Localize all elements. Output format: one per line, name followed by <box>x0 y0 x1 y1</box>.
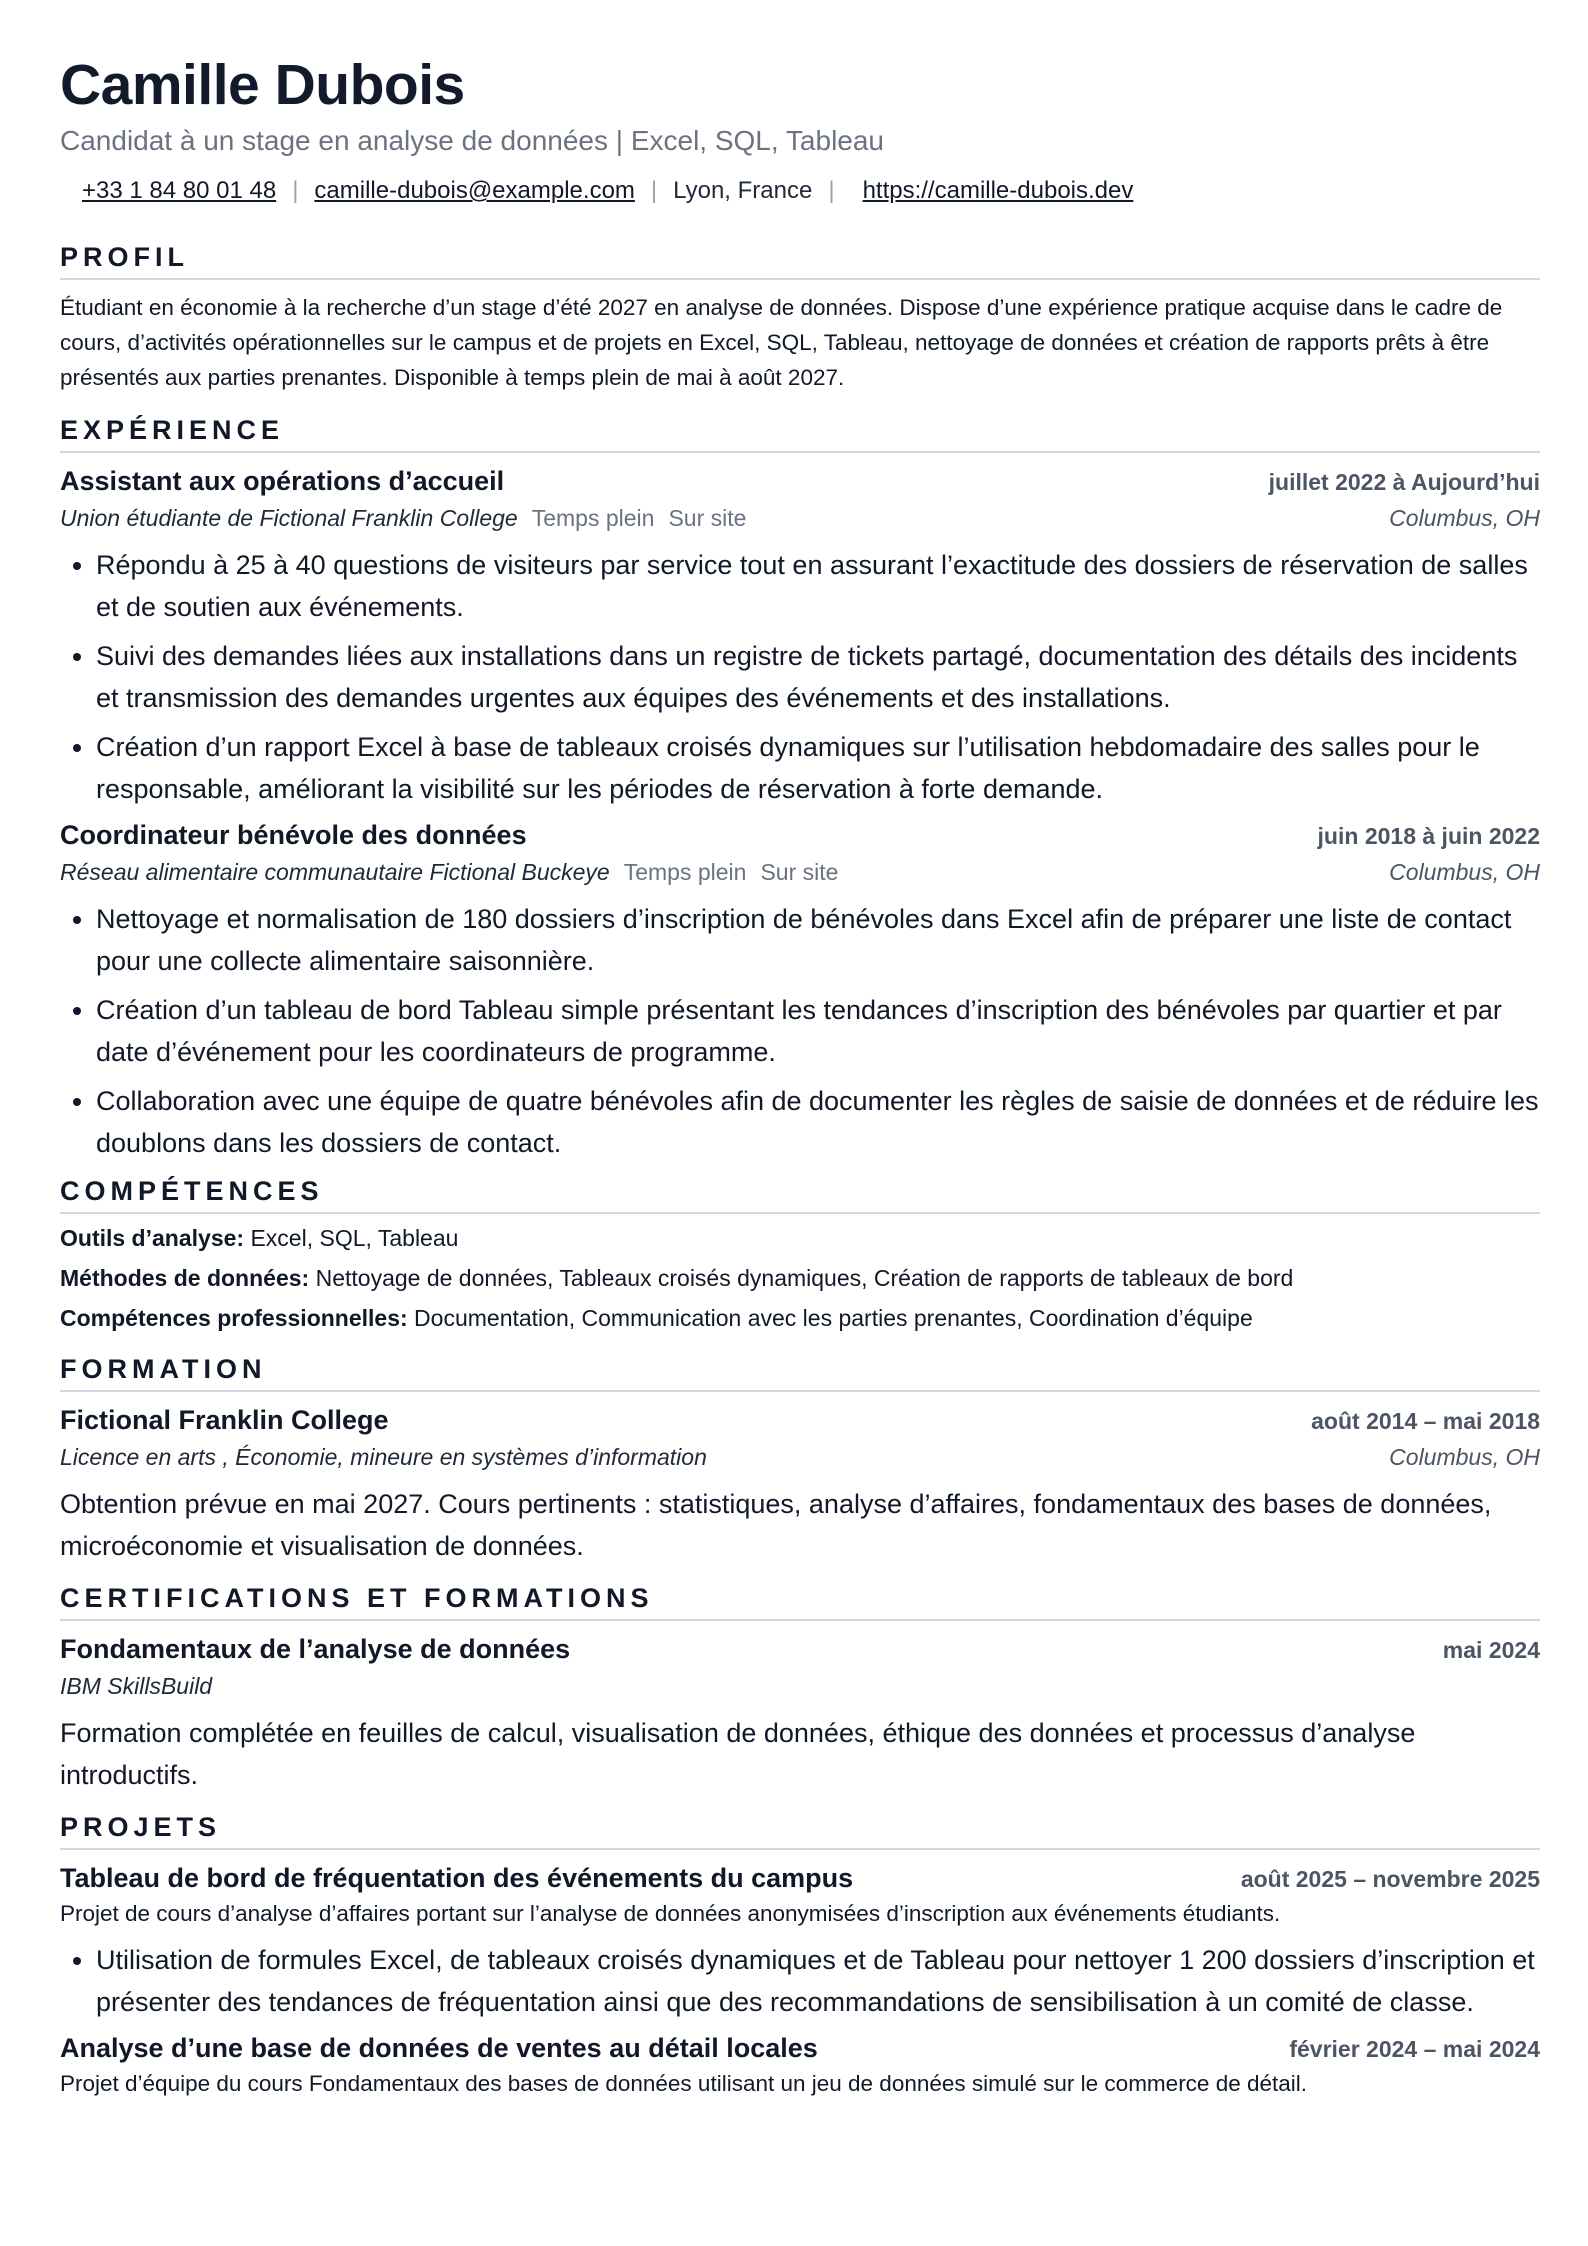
education-details: Obtention prévue en mai 2027. Cours pertinents : statistiques, analyse d’affaires, fondamentaux des bases de données, microéconomie et visualisation de données. <box>60 1489 1492 1561</box>
skill-label: Outils d’analyse: <box>60 1225 245 1251</box>
bullet-item: • Création d’un tableau de bord Tableau simple présentant les tendances d’inscription des bénévoles par quartier et par date d’événement pour les coordinateurs de programme. <box>96 989 1540 1073</box>
experience-section <box>60 413 1540 1164</box>
candidate-headline: Candidat à un stage en analyse de données | Excel, SQL, Tableau <box>60 125 885 156</box>
skill-row <box>60 1218 1540 1258</box>
education-location: Columbus, OH <box>1389 1444 1540 1470</box>
skills-section <box>60 1174 1540 1338</box>
skill-label: Méthodes de données: <box>60 1265 310 1291</box>
contact-separator: | <box>292 177 299 204</box>
education-section <box>60 1352 1540 1567</box>
skill-value: Nettoyage de données, Tableaux croisés dynamiques, Création de rapports de tableaux de bord <box>315 1265 1294 1291</box>
certification-entry <box>60 1631 1540 1796</box>
section-title: FORMATION <box>60 1352 1540 1392</box>
bullet-item: • Utilisation de formules Excel, de tableaux croisés dynamiques et de Tableau pour nettoyer 1 200 dossiers d’inscription et présenter des tendances de fréquentation ainsi que des recommandations de sensibilisation à un comité de classe. <box>96 1939 1540 2023</box>
certifications-section <box>60 1581 1540 1796</box>
job-bullets <box>60 544 1540 810</box>
degree: Licence en arts , Économie, mineure en systèmes d’information <box>60 1444 707 1470</box>
work-mode: Sur site <box>760 859 839 885</box>
contact-separator: | <box>828 177 835 204</box>
project-entry <box>60 2030 1540 2101</box>
organization-name: Union étudiante de Fictional Franklin College <box>60 505 518 531</box>
certification-date: mai 2024 <box>1442 1637 1540 1663</box>
school-name: Fictional Franklin College <box>60 1405 389 1435</box>
project-description: Projet de cours d’analyse d’affaires portant sur l’analyse de données anonymisées d’inscription aux événements étudiants. <box>60 1901 1281 1926</box>
bullet-item: • Répondu à 25 à 40 questions de visiteurs par service tout en assurant l’exactitude des dossiers de réservation de salles et de soutien aux événements. <box>96 544 1540 628</box>
contact-line <box>82 176 1540 206</box>
skill-row <box>60 1298 1540 1338</box>
skill-value: Documentation, Communication avec les parties prenantes, Coordination d’équipe <box>414 1305 1253 1331</box>
experience-entry <box>60 463 1540 810</box>
project-name: Analyse d’une base de données de ventes au détail locales <box>60 2033 818 2063</box>
profile-summary: Étudiant en économie à la recherche d’un stage d’été 2027 en analyse de données. Dispose d’une expérience pratique acquise dans le cadre de cours, d’activités opérationnelles sur le campus et de projets en Excel, SQL, Tableau, nettoyage de données et création de rapports prêts à être présentés aux parties prenantes. Disponible à temps plein de mai à août 2027. <box>60 295 1503 390</box>
website-link[interactable]: https://camille-dubois.dev <box>862 177 1134 204</box>
projects-section <box>60 1810 1540 2101</box>
employment-type: Temps plein <box>531 505 655 531</box>
section-title: PROJETS <box>60 1810 1540 1850</box>
education-entry <box>60 1402 1540 1567</box>
location-text: Lyon, France <box>673 177 813 204</box>
resume-header <box>60 52 1540 206</box>
project-name: Tableau de bord de fréquentation des événements du campus <box>60 1863 854 1893</box>
job-location: Columbus, OH <box>1389 505 1540 531</box>
job-location: Columbus, OH <box>1389 859 1540 885</box>
certification-issuer: IBM SkillsBuild <box>60 1673 213 1699</box>
bullet-item: • Création d’un rapport Excel à base de tableaux croisés dynamiques sur l’utilisation hebdomadaire des salles pour le responsable, améliorant la visibilité sur les périodes de réservation à forte demande. <box>96 726 1540 810</box>
skill-value: Excel, SQL, Tableau <box>250 1225 459 1251</box>
section-title: EXPÉRIENCE <box>60 413 1540 453</box>
candidate-name: Camille Dubois <box>60 53 465 117</box>
organization-name: Réseau alimentaire communautaire Fictional Buckeye <box>60 859 610 885</box>
job-title: Assistant aux opérations d’accueil <box>60 466 505 496</box>
project-dates: août 2025 – novembre 2025 <box>1240 1866 1540 1892</box>
project-description: Projet d’équipe du cours Fondamentaux des bases de données utilisant un jeu de données simulé sur le commerce de détail. <box>60 2071 1308 2096</box>
skill-row <box>60 1258 1540 1298</box>
contact-separator: | <box>650 177 658 204</box>
project-bullets <box>60 1939 1540 2023</box>
email-link[interactable]: camille-dubois@example.com <box>314 177 635 204</box>
work-mode: Sur site <box>668 505 747 531</box>
project-entry <box>60 1860 1540 2023</box>
bullet-item: • Suivi des demandes liées aux installations dans un registre de tickets partagé, documentation des détails des incidents et transmission des demandes urgentes aux équipes des événements et des installations. <box>96 635 1540 719</box>
skill-label: Compétences professionnelles: <box>60 1305 408 1331</box>
job-organization <box>60 854 838 890</box>
experience-entry <box>60 817 1540 1164</box>
section-title: COMPÉTENCES <box>60 1174 1540 1214</box>
job-organization <box>60 500 746 536</box>
section-title: CERTIFICATIONS ET FORMATIONS <box>60 1581 1540 1621</box>
education-dates: août 2014 – mai 2018 <box>1311 1408 1540 1434</box>
project-dates: février 2024 – mai 2024 <box>1289 2036 1540 2062</box>
job-title: Coordinateur bénévole des données <box>60 820 527 850</box>
bullet-item: • Nettoyage et normalisation de 180 dossiers d’inscription de bénévoles dans Excel afin de préparer une liste de contact pour une collecte alimentaire saisonnière. <box>96 898 1540 982</box>
job-dates: juillet 2022 à Aujourd’hui <box>1268 469 1540 495</box>
bullet-item: • Collaboration avec une équipe de quatre bénévoles afin de documenter les règles de saisie de données et de réduire les doublons dans les dossiers de contact. <box>96 1080 1540 1164</box>
skills-list <box>60 1218 1540 1338</box>
certification-name: Fondamentaux de l’analyse de données <box>60 1634 571 1664</box>
profile-section <box>60 240 1540 395</box>
phone-link[interactable]: +33 1 84 80 01 48 <box>82 177 277 204</box>
job-dates: juin 2018 à juin 2022 <box>1317 823 1540 849</box>
job-bullets <box>60 898 1540 1164</box>
certification-details: Formation complétée en feuilles de calcul, visualisation de données, éthique des données et processus d’analyse introductifs. <box>60 1718 1416 1790</box>
section-title: PROFIL <box>60 240 1540 280</box>
employment-type: Temps plein <box>623 859 747 885</box>
